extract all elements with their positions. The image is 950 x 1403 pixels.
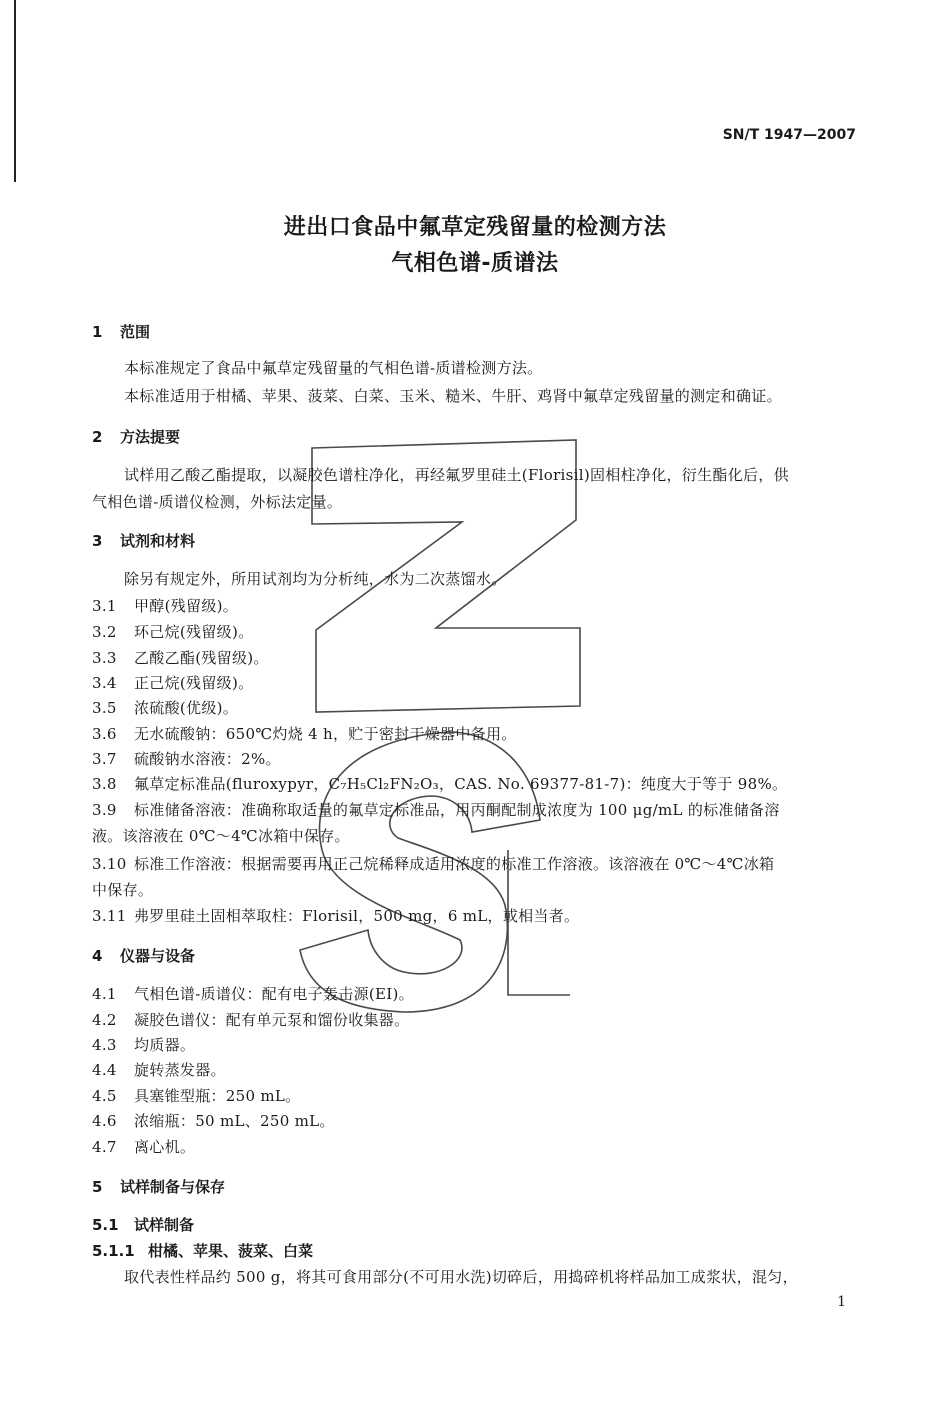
s2-paragraph-line2: 气相色谱-质谱仪检测，外标法定量。 bbox=[92, 493, 343, 511]
item-3-2 bbox=[92, 621, 253, 642]
item-text: 具塞锥型瓶：250 mL。 bbox=[134, 1087, 301, 1105]
s1-paragraph-2: 本标准适用于柑橘、苹果、菠菜、白菜、玉米、糙米、牛肝、鸡肾中氟草定残留量的测定和确证。 bbox=[124, 387, 782, 405]
item-4-1 bbox=[92, 983, 414, 1004]
item-3-1 bbox=[92, 595, 238, 616]
standard-number: SN/T 1947—2007 bbox=[722, 127, 856, 143]
item-text: 硫酸钠水溶液：2%。 bbox=[134, 750, 281, 768]
section-2-heading bbox=[92, 426, 180, 447]
item-number: 4.5 bbox=[92, 1087, 117, 1105]
item-3-8 bbox=[92, 773, 787, 794]
s1-paragraph-1: 本标准规定了食品中氟草定残留量的气相色谱-质谱检测方法。 bbox=[124, 359, 543, 377]
item-number: 4.7 bbox=[92, 1138, 117, 1156]
item-3-4 bbox=[92, 672, 253, 693]
s2-paragraph-line1: 试样用乙酸乙酯提取，以凝胶色谱柱净化，再经氟罗里硅土(Florisil)固相柱净化，衍生酯化后，供 bbox=[124, 466, 789, 484]
item-text: 标准工作溶液：根据需要再用正己烷稀释成适用浓度的标准工作溶液。该溶液在 0℃～4℃冰箱 bbox=[134, 855, 775, 873]
subsection-5-1-1-heading bbox=[92, 1240, 313, 1261]
item-number: 3.2 bbox=[92, 623, 117, 641]
item-number: 4.1 bbox=[92, 985, 117, 1003]
item-text: 气相色谱-质谱仪：配有电子轰击源(EI)。 bbox=[134, 985, 414, 1003]
item-4-3 bbox=[92, 1034, 195, 1055]
item-4-6 bbox=[92, 1110, 335, 1131]
item-number: 3.7 bbox=[92, 750, 117, 768]
section-label: 试样制备 bbox=[134, 1216, 195, 1234]
section-number: 2 bbox=[92, 428, 103, 446]
s5-paragraph-1: 取代表性样品约 500 g，将其可食用部分(不可用水洗)切碎后，用捣碎机将样品加工成浆状，混匀， bbox=[124, 1268, 798, 1286]
item-text: 浓硫酸(优级)。 bbox=[134, 699, 239, 717]
item-number: 3.10 bbox=[92, 855, 127, 873]
section-label: 范围 bbox=[120, 323, 151, 341]
section-number: 1 bbox=[92, 323, 103, 341]
item-text: 正己烷(残留级)。 bbox=[134, 674, 254, 692]
item-3-10 bbox=[92, 853, 774, 874]
section-1-heading bbox=[92, 321, 150, 342]
item-number: 4.2 bbox=[92, 1011, 117, 1029]
section-number: 5.1.1 bbox=[92, 1242, 135, 1260]
item-number: 3.9 bbox=[92, 801, 117, 819]
section-label: 试样制备与保存 bbox=[120, 1178, 226, 1196]
item-text: 标准储备溶液：准确称取适量的氟草定标准品，用丙酮配制成浓度为 100 μg/mL 的标准储备溶 bbox=[134, 801, 780, 819]
item-number: 3.3 bbox=[92, 649, 117, 667]
document-title-line1: 进出口食品中氟草定残留量的检测方法 bbox=[283, 215, 667, 240]
item-text: 旋转蒸发器。 bbox=[134, 1061, 226, 1079]
scan-edge-mark bbox=[14, 0, 16, 182]
item-text: 氟草定标准品(fluroxypyr，C₇H₅Cl₂FN₂O₃，CAS. No. 69377-81-7)：纯度大于等于 98%。 bbox=[134, 775, 788, 793]
item-4-7 bbox=[92, 1136, 195, 1157]
section-label: 仪器与设备 bbox=[120, 947, 196, 965]
item-text: 凝胶色谱仪：配有单元泵和馏份收集器。 bbox=[134, 1011, 410, 1029]
item-text: 离心机。 bbox=[134, 1138, 196, 1156]
item-text: 甲醇(残留级)。 bbox=[134, 597, 239, 615]
item-text: 浓缩瓶：50 mL、250 mL。 bbox=[134, 1112, 335, 1130]
item-number: 3.8 bbox=[92, 775, 117, 793]
item-3-7 bbox=[92, 748, 281, 769]
item-4-2 bbox=[92, 1009, 409, 1030]
item-number: 4.4 bbox=[92, 1061, 117, 1079]
item-3-9 bbox=[92, 799, 780, 820]
section-4-heading bbox=[92, 945, 195, 966]
item-number: 3.6 bbox=[92, 725, 117, 743]
item-number: 3.1 bbox=[92, 597, 117, 615]
section-label: 试剂和材料 bbox=[120, 532, 196, 550]
item-3-9-cont: 液。该溶液在 0℃～4℃冰箱中保存。 bbox=[92, 827, 350, 845]
item-text: 均质器。 bbox=[134, 1036, 196, 1054]
section-number: 5 bbox=[92, 1178, 103, 1196]
subsection-5-1-heading bbox=[92, 1214, 194, 1235]
item-4-5 bbox=[92, 1085, 300, 1106]
section-label: 柑橘、苹果、菠菜、白菜 bbox=[148, 1242, 314, 1260]
item-3-5 bbox=[92, 697, 238, 718]
item-number: 3.5 bbox=[92, 699, 117, 717]
item-3-6 bbox=[92, 723, 517, 744]
page-number: 1 bbox=[837, 1294, 846, 1310]
section-number: 5.1 bbox=[92, 1216, 119, 1234]
section-number: 3 bbox=[92, 532, 103, 550]
item-text: 乙酸乙酯(残留级)。 bbox=[134, 649, 269, 667]
section-number: 4 bbox=[92, 947, 103, 965]
item-3-10-cont: 中保存。 bbox=[92, 881, 154, 899]
item-number: 4.6 bbox=[92, 1112, 117, 1130]
item-4-4 bbox=[92, 1059, 226, 1080]
document-title-line2: 气相色谱-质谱法 bbox=[391, 251, 559, 276]
item-text: 无水硫酸钠：650℃灼烧 4 h，贮于密封干燥器中备用。 bbox=[134, 725, 517, 743]
item-number: 4.3 bbox=[92, 1036, 117, 1054]
section-5-heading bbox=[92, 1176, 225, 1197]
s3-intro: 除另有规定外，所用试剂均为分析纯，水为二次蒸馏水。 bbox=[124, 570, 507, 588]
item-3-3 bbox=[92, 647, 269, 668]
item-3-11 bbox=[92, 905, 579, 926]
item-number: 3.4 bbox=[92, 674, 117, 692]
item-text: 环己烷(残留级)。 bbox=[134, 623, 254, 641]
item-text: 弗罗里硅土固相萃取柱：Florisil，500 mg，6 mL，或相当者。 bbox=[134, 907, 580, 925]
section-3-heading bbox=[92, 530, 195, 551]
item-number: 3.11 bbox=[92, 907, 127, 925]
section-label: 方法提要 bbox=[120, 428, 181, 446]
